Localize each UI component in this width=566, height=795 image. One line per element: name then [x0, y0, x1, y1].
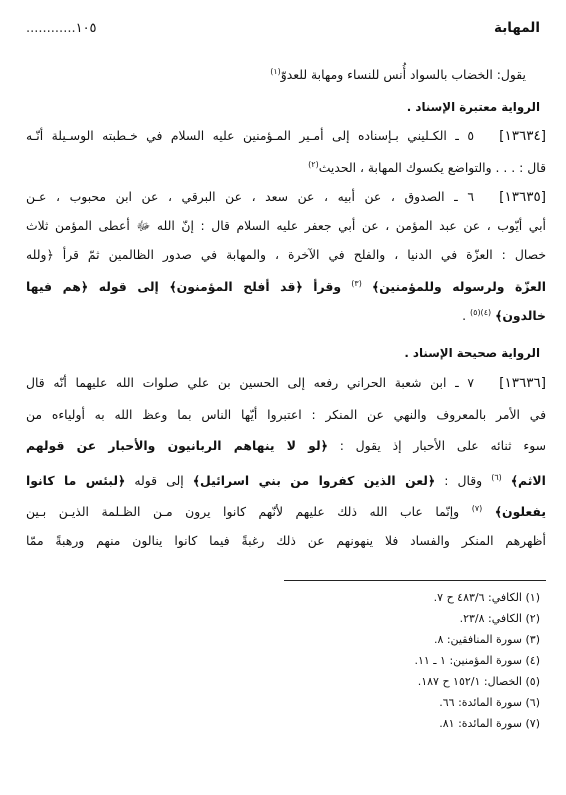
- period: .: [462, 308, 467, 324]
- hadith-7-line-2: في الأمر بالمعروف والنهي عن المنكر : اعتبروا أيّها الناس بما وعظ الله به أولياءه من: [26, 407, 546, 422]
- hadith-number: [١٣٦٣٤]: [499, 128, 546, 144]
- footnote-ref: (٢): [308, 160, 319, 169]
- footnote: (٦) سورة المائدة: ٦٦.: [439, 696, 540, 709]
- footnote: (٣) سورة المنافقين: ٨.: [433, 633, 540, 646]
- quran-verse: العزّة ولرسوله وللمؤمنين﴾: [372, 279, 546, 295]
- hadith-7-text: وإنّما عاب الله ذلك عليهم لأنّهم كانوا يرون مـن الظـلمة الذيـن بـين: [26, 504, 460, 520]
- leader-dots: ............: [26, 21, 76, 36]
- hadith-7-line-3: [26, 436, 546, 456]
- footnote-ref: (٧): [471, 504, 483, 513]
- hadith-5-line-1: ٥ ـ الكـليني بـإسناده إلى أمـير المـؤمنين عليه السلام في خـطبته الوسـيلة أنّـه: [26, 128, 474, 143]
- hadith-6-line-5: [26, 303, 546, 326]
- quran-verse: خالدون﴾: [495, 308, 546, 324]
- footnote: (١) الكافي: ٤٨٣/٦ ح ٧.: [433, 591, 540, 604]
- running-head-page: [26, 21, 97, 36]
- hadith-5-text: قال : . . . والتواضع يكسوك المهابة ، الحديث: [318, 160, 546, 176]
- section-heading: الرواية صحيحة الإسناد .: [404, 346, 540, 360]
- intro-line: [26, 62, 526, 85]
- quran-verse: يفعلون﴾: [494, 504, 546, 520]
- footnote-ref: (٤)(٥): [470, 308, 492, 317]
- intro-text: يقول: الخضاب بالسواد أُنس للنساء ومهابة للعدوّ: [280, 67, 526, 83]
- footnote-ref: (١): [270, 67, 281, 76]
- running-head: [26, 20, 540, 42]
- hadith-6-line-3: خصال : العزّة في الدنيا ، والفلح في الآخرة ، والمهابة في صدور الظالمين ثمّ قرأ ﴿ولله: [26, 247, 546, 262]
- hadith-7-line-6: أظهرهم المنكر والفساد فلا ينهونهم عن ذلك رغبةً فيما كانوا ينالون منهم ورهبةً ممّا: [26, 533, 546, 548]
- footnote: (٢) الكافي: ٢٣/٨.: [459, 612, 540, 625]
- hadith-6-line-4: [26, 274, 546, 297]
- quran-verse: ﴿لو لا ينهاهم الربانيون والأحبار عن قولهم: [26, 438, 328, 453]
- footnote: (٥) الخصال: ١٥٢/١ ح ١٨٧.: [417, 675, 540, 688]
- footnote: (٤) سورة المؤمنين: ١ ـ ١١.: [414, 654, 540, 667]
- quran-verse: ﴿لبئس ما كانوا: [26, 473, 126, 489]
- hadith-7-line-4: [26, 468, 546, 491]
- hadith-7-line-5: [26, 499, 546, 522]
- hadith-6-line-2: أبي أيّوب ، عن عبد المؤمن ، عن أبي جعفر عليه السلام قال : إنّ الله ﷻ أعطى المؤمن ثلاث: [26, 218, 546, 233]
- running-head-title: المهابة: [494, 20, 540, 36]
- footnote-ref: (٦): [491, 473, 502, 482]
- hadith-5-line-2: [26, 155, 546, 178]
- hadith-7-line-1: ٧ ـ ابن شعبة الحراني رفعه إلى الحسين بن علي صلوات الله عليهما أنّه قال: [26, 375, 474, 390]
- footnote-rule: [284, 580, 546, 581]
- footnote-ref: (٣): [351, 279, 362, 288]
- hadith-6-line-1: ٦ ـ الصدوق ، عن أبيه ، عن سعد ، عن البرقي ، عن ابن محبوب ، عـن: [26, 189, 474, 204]
- hadith-7-text: إلى قوله: [134, 473, 184, 489]
- page-number: ١٠٥: [75, 21, 97, 36]
- hadith-7-text: وقال :: [444, 473, 483, 489]
- section-heading: الرواية معتبرة الإسناد .: [406, 100, 540, 114]
- quran-verse: ﴿لعن الذين كفروا من بني اسرائيل﴾: [192, 473, 436, 489]
- quran-verse: الاثم﴾: [510, 473, 546, 489]
- hadith-number: [١٣٦٣٥]: [499, 189, 546, 205]
- hadith-7-text: سوء ثنائه على الأحبار إذ يقول :: [339, 438, 546, 453]
- footnote: (٧) سورة المائدة: ٨١.: [439, 717, 540, 730]
- quran-verse: وقرأ ﴿قد أفلح المؤمنون﴾ إلى قوله ﴿هم فيها: [26, 279, 342, 295]
- hadith-number: [١٣٦٣٦]: [499, 375, 546, 391]
